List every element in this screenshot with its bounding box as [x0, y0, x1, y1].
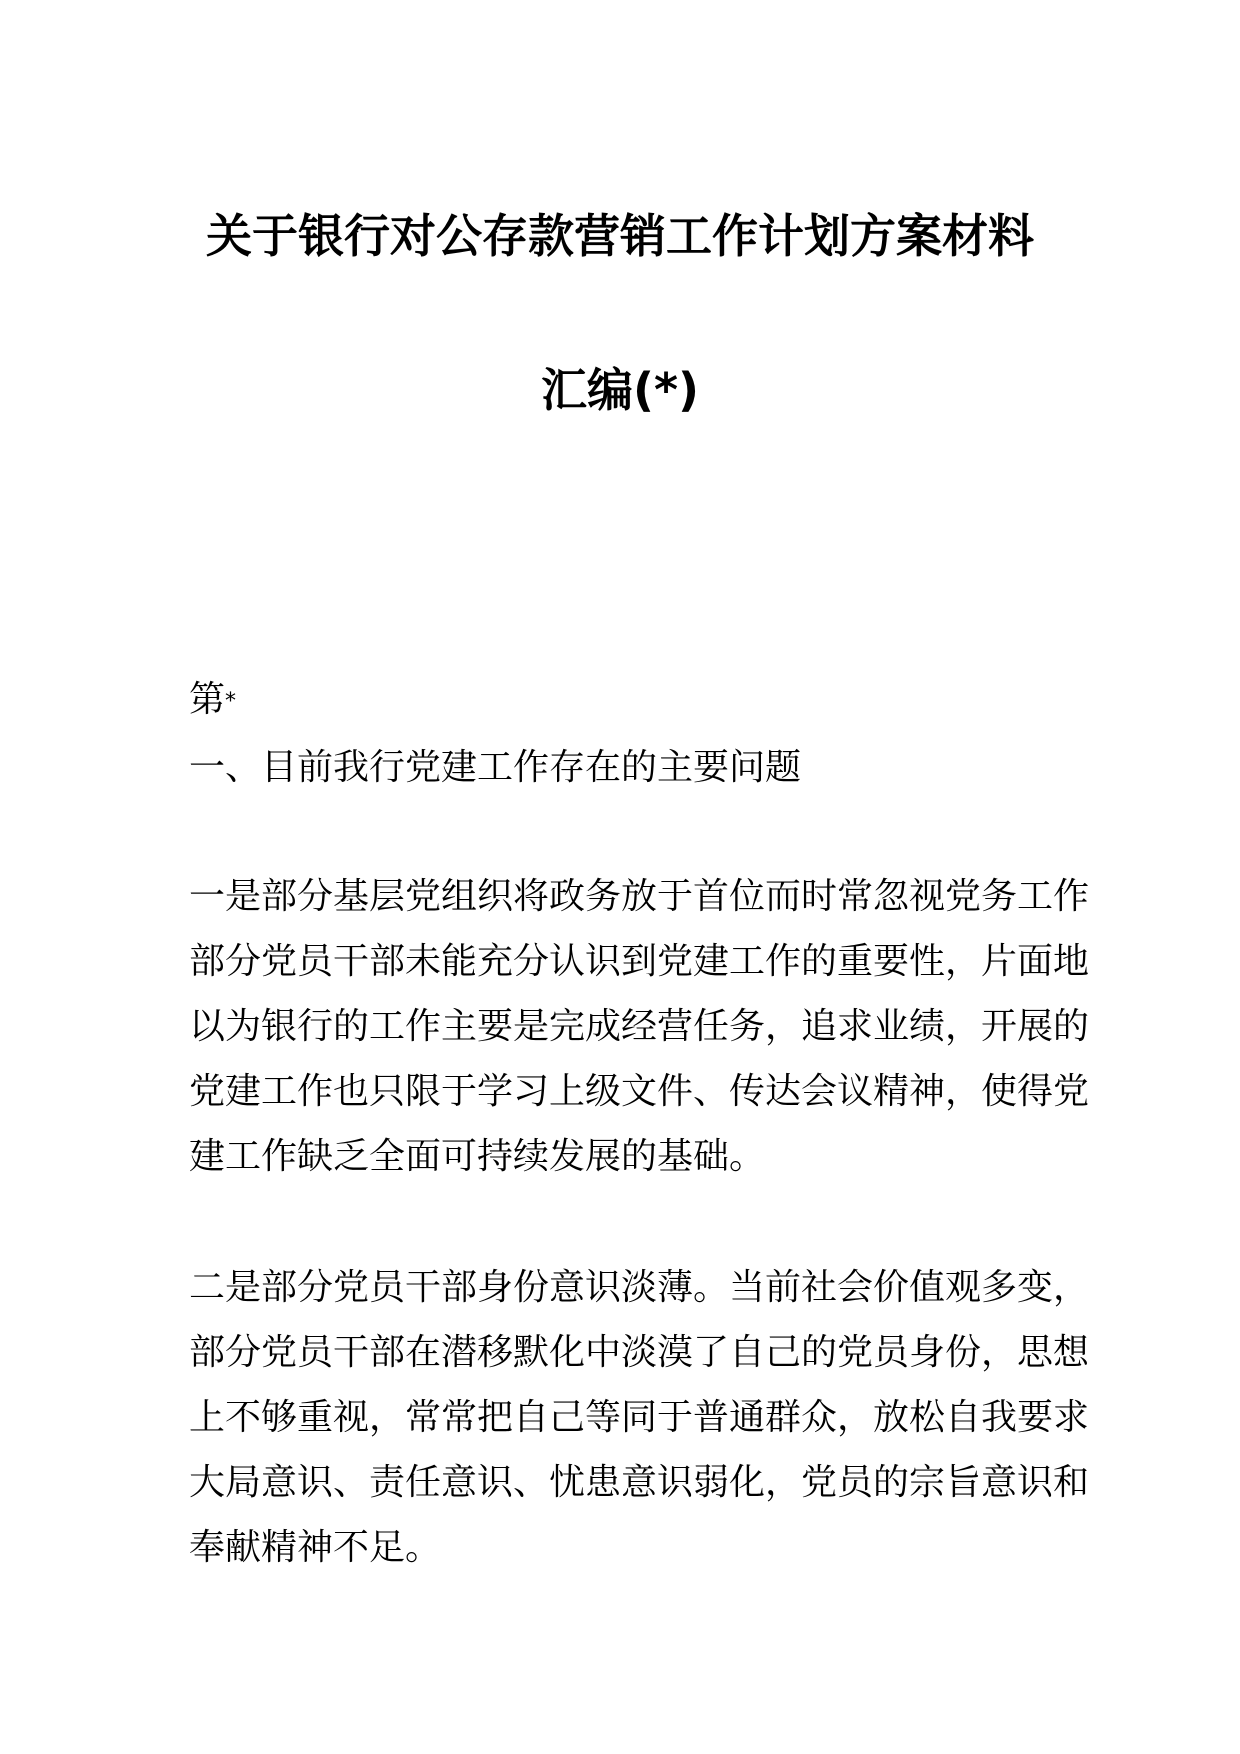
section-heading: 一、目前我行党建工作存在的主要问题 — [189, 747, 802, 788]
paragraph-line: 部分党员干部在潜移默化中淡漠了自己的党员身份，思想 — [189, 1332, 1090, 1373]
document-title-line-2: 汇编(*) — [540, 363, 700, 417]
section-label-text: 第 — [189, 679, 226, 720]
document-title-line-1: 关于银行对公存款营销工作计划方案材料 — [206, 209, 1034, 263]
paragraph-line: 奉献精神不足。 — [189, 1527, 442, 1568]
paragraph-line: 党建工作也只限于学习上级文件、传达会议精神，使得党 — [189, 1071, 1090, 1112]
paragraph-line: 部分党员干部未能充分认识到党建工作的重要性，片面地 — [189, 941, 1090, 982]
paragraph-line: 建工作缺乏全面可持续发展的基础。 — [189, 1136, 766, 1177]
paragraph-line: 以为银行的工作主要是完成经营任务，追求业绩，开展的 — [189, 1006, 1090, 1047]
section-mark: * — [225, 689, 237, 714]
paragraph-line: 一是部分基层党组织将政务放于首位而时常忽视党务工作 — [189, 876, 1090, 917]
section-label — [189, 678, 1057, 722]
paragraph-line: 二是部分党员干部身份意识淡薄。当前社会价值观多变， — [189, 1267, 1090, 1308]
paragraph-line: 上不够重视，常常把自己等同于普通群众，放松自我要求 — [189, 1397, 1090, 1438]
paragraph-line: 大局意识、责任意识、忧患意识弱化，党员的宗旨意识和 — [189, 1462, 1090, 1503]
